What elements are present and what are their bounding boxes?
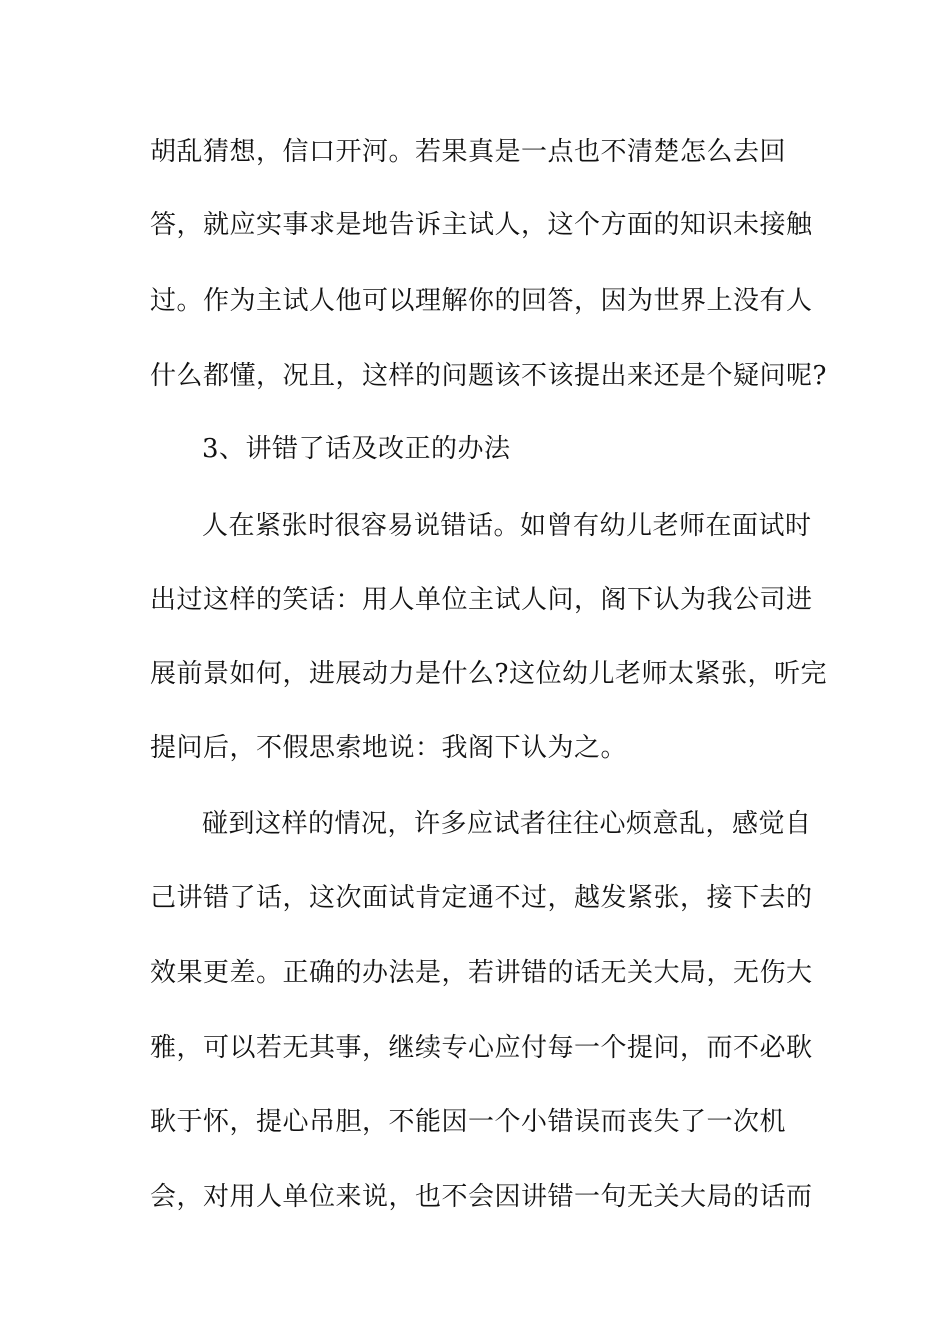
paragraph-line: 碰到这样的情况，许多应试者往往心烦意乱，感觉自 [202, 809, 812, 839]
paragraph-line: 过。作为主试人他可以理解你的回答，因为世界上没有人 [150, 286, 813, 316]
paragraph-line: 展前景如何，进展动力是什么?这位幼儿老师太紧张，听完 [150, 659, 827, 689]
paragraph-line: 雅，可以若无其事，继续专心应付每一个提问，而不必耿 [150, 1033, 813, 1063]
paragraph-line: 会，对用人单位来说，也不会因讲错一句无关大局的话而 [150, 1182, 813, 1212]
paragraph-line: 己讲错了话，这次面试肯定通不过，越发紧张，接下去的 [150, 883, 813, 913]
paragraph-line: 答，就应实事求是地告诉主试人，这个方面的知识未接触 [150, 210, 813, 240]
paragraph-line: 提问后，不假思索地说：我阁下认为之。 [150, 733, 628, 763]
paragraph-line: 胡乱猜想，信口开河。若果真是一点也不清楚怎么去回 [150, 137, 787, 167]
paragraph-line: 什么都懂，况且，这样的问题该不该提出来还是个疑问呢? [150, 361, 827, 391]
paragraph-line: 效果更差。正确的办法是，若讲错的话无关大局，无伤大 [150, 958, 813, 988]
paragraph-line: 出过这样的笑话：用人单位主试人问，阁下认为我公司进 [150, 585, 813, 615]
paragraph-line: 耿于怀，提心吊胆，不能因一个小错误而丧失了一次机 [150, 1107, 787, 1137]
section-heading: 3、讲错了话及改正的办法 [202, 434, 511, 464]
paragraph-line: 人在紧张时很容易说错话。如曾有幼儿老师在面试时 [202, 511, 812, 541]
